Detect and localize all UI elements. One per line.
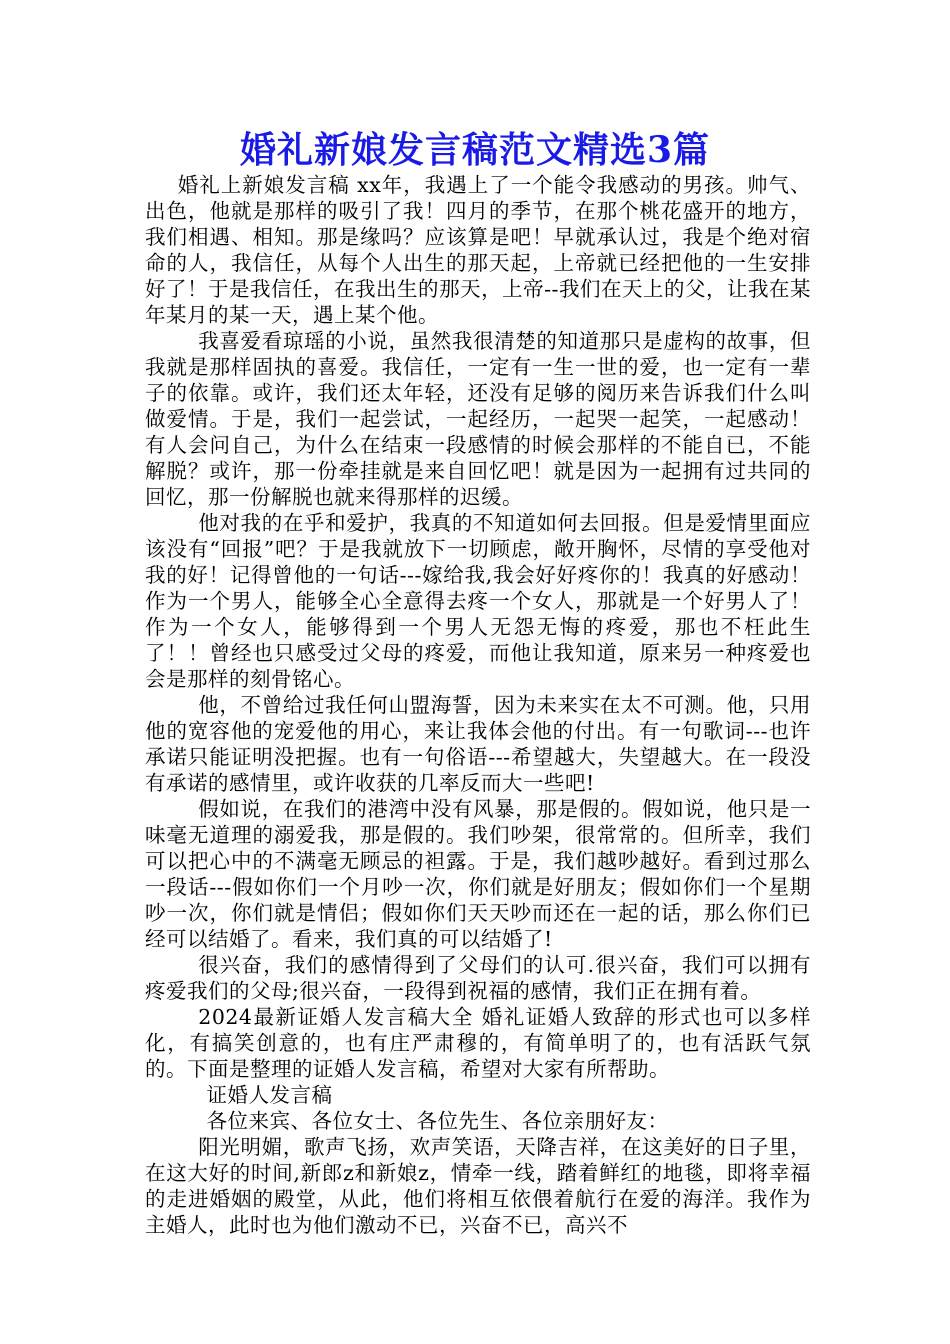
document-body bbox=[145, 172, 811, 1238]
paragraph-6: 很兴奋，我们的感情得到了父母们的认可.很兴奋，我们可以拥有疼爱我们的父母;很兴奋，一段得到祝福的感情，我们正在拥有着。 bbox=[145, 953, 811, 1003]
salutation: 各位来宾、各位女士、各位先生、各位亲朋好友： bbox=[206, 1109, 669, 1133]
paragraph-8: 阳光明媚，歌声飞扬，欢声笑语，天降吉祥，在这美好的日子里，在这大好的时间,新郎z和新娘z，情牵一线，踏着鲜红的地毯，即将幸福的走进婚姻的殿堂，从此，他们将相互依偎着航行在爱的海洋。我作为主婚人，此时也为他们激动不已，兴奋不已，高兴不 bbox=[145, 1135, 811, 1237]
paragraph-5: 假如说，在我们的港湾中没有风暴，那是假的。假如说，他只是一味毫无道理的溺爱我，那是假的。我们吵架，很常常的。但所幸，我们可以把心中的不满毫无顾忌的袒露。于是，我们越吵越好。看到过那么一段话---假如你们一个月吵一次，你们就是好朋友；假如你们一个星期吵一次，你们就是情侣；假如你们天天吵而还在一起的话，那么你们已经可以结婚了。看来，我们真的可以结婚了! bbox=[145, 797, 811, 951]
paragraph-1: 婚礼上新娘发言稿 xx年，我遇上了一个能令我感动的男孩。帅气、出色，他就是那样的吸引了我！四月的季节，在那个桃花盛开的地方，我们相遇、相知。那是缘吗？应该算是吧！早就承认过，我是个绝对宿命的人，我信任，从每个人出生的那天起，上帝就已经把他的一生安排好了！于是我信任，在我出生的那天，上帝--我们在天上的父，让我在某年某月的某一天，遇上某个他。 bbox=[145, 173, 811, 327]
document-title: 婚礼新娘发言稿范文精选3篇 bbox=[239, 129, 711, 171]
paragraph-4: 他，不曾给过我任何山盟海誓，因为未来实在太不可测。他，只用他的宽容他的宠爱他的用心，来让我体会他的付出。有一句歌词---也许承诺只能证明没把握。也有一句俗语---希望越大，失望越大。在一段没有承诺的感情里，或许收获的几率反而大一些吧! bbox=[145, 693, 811, 795]
paragraph-7: 2024最新证婚人发言稿大全 婚礼证婚人致辞的形式也可以多样化，有搞笑创意的，也有庄严肃穆的，有简单明了的，也有活跃气氛的。下面是整理的证婚人发言稿，希望对大家有所帮助。 bbox=[145, 1005, 811, 1081]
paragraph-3: 他对我的在乎和爱护，我真的不知道如何去回报。但是爱情里面应该没有“回报”吧？于是我就放下一切顾虑，敞开胸怀，尽情的享受他对我的好！记得曾他的一句话---嫁给我,我会好好疼你的！我真的好感动！作为一个男人，能够全心全意得去疼一个女人，那就是一个好男人了！作为一个女人，能够得到一个男人无怨无悔的疼爱，那也不枉此生了！！曾经也只感受过父母的疼爱，而他让我知道，原来另一种疼爱也会是那样的刻骨铭心。 bbox=[145, 511, 811, 691]
paragraph-2: 我喜爱看琼瑶的小说，虽然我很清楚的知道那只是虚构的故事，但我就是那样固执的喜爱。我信任，一定有一生一世的爱，也一定有一辈子的依靠。或许，我们还太年轻，还没有足够的阅历来告诉我们什么叫做爱情。于是，我们一起尝试，一起经历，一起哭一起笑，一起感动！有人会问自己，为什么在结束一段感情的时候会那样的不能自已，不能解脱？或许，那一份牵挂就是来自回忆吧！就是因为一起拥有过共同的回忆，那一份解脱也就来得那样的迟缓。 bbox=[145, 329, 811, 509]
section-heading: 证婚人发言稿 bbox=[206, 1083, 333, 1107]
